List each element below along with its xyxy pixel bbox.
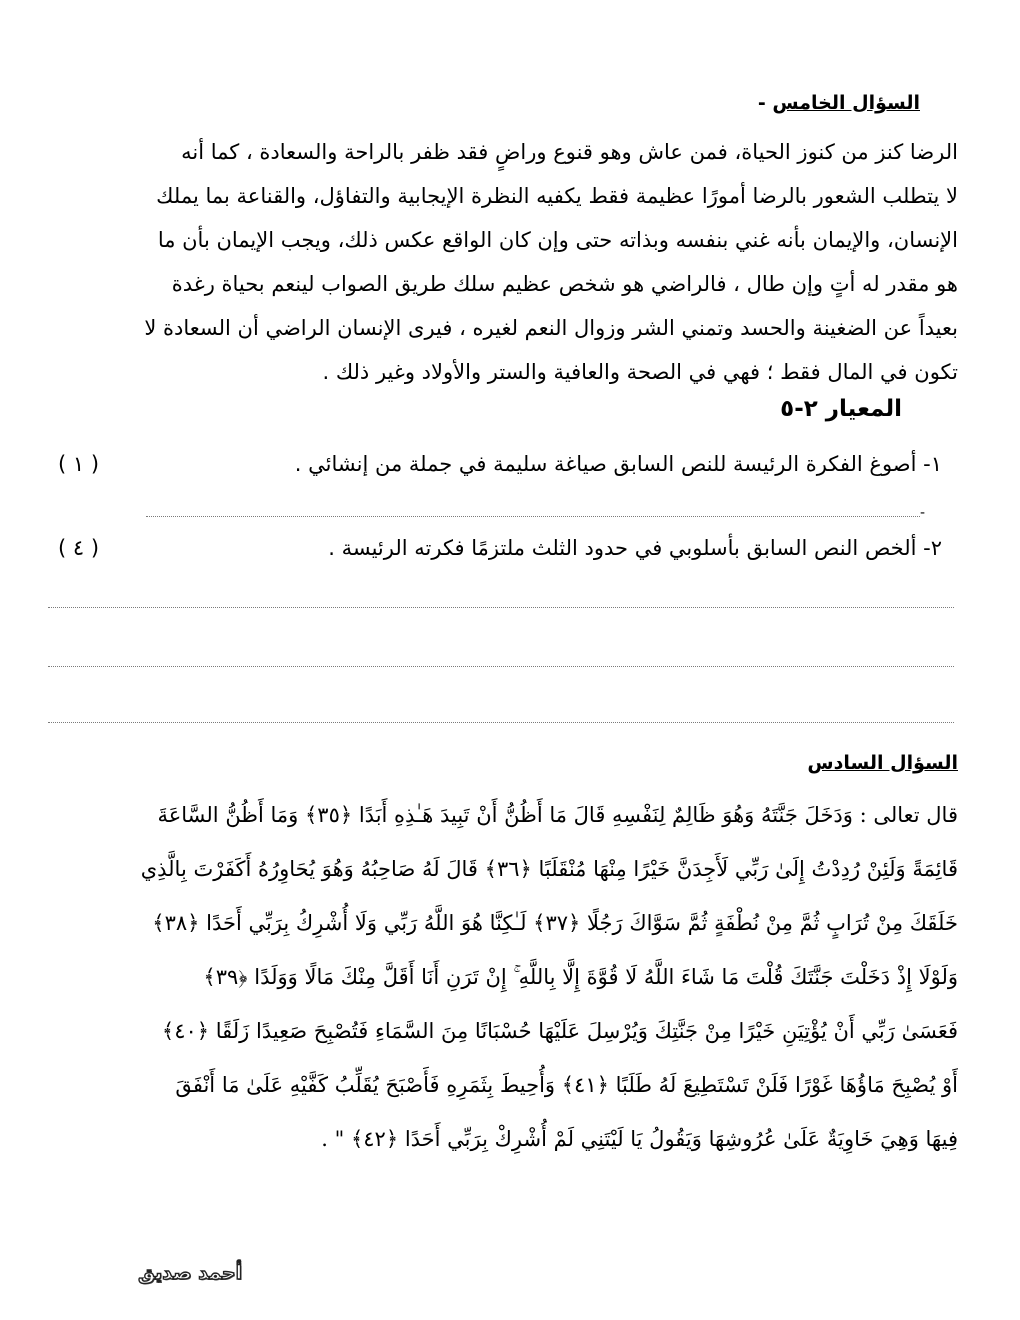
answer-line-3[interactable] (48, 666, 954, 667)
answer-line-1[interactable] (146, 516, 920, 517)
author-signature: أحمد صديق (138, 1262, 243, 1284)
passage-paragraph (44, 130, 958, 394)
passage-line: الإنسان، والإيمان بأنه غني بنفسه وبذاته حتى وإن كان الواقع عكس ذلك، ويجب الإيمان بأن ما (157, 228, 958, 252)
passage-line: هو مقدر له أتٍ وإن طال ، فالراضي هو شخص عظيم سلك طريق الصواب لينعم بحياة رغدة (171, 272, 958, 296)
stray-dash: - (920, 505, 926, 521)
question-item-1: ١- أصوغ الفكرة الرئيسة للنص السابق صياغة سليمة في جملة من إنشائي . (294, 452, 942, 476)
question-5-heading (758, 92, 920, 114)
verse-line: أَوْ يُصْبِحَ مَاؤُهَا غَوْرًا فَلَنْ تَسْتَطِيعَ لَهُ طَلَبًا ﴿٤١﴾ وَأُحِيطَ بِثَمَرِهِ فَأَصْبَحَ يُقَلِّبُ كَفَّيْهِ عَلَىٰ مَا أَنْفَقَ (175, 1073, 958, 1097)
verse-line: قال تعالى : وَدَخَلَ جَنَّتَهُ وَهُوَ ظَالِمٌ لِنَفْسِهِ قَالَ مَا أَظُنُّ أَنْ تَبِيدَ هَـٰذِهِ أَبَدًا ﴿٣٥﴾ وَمَا أَظُنُّ السَّاعَةَ (157, 803, 958, 827)
question-5-title: السؤال الخامس (772, 92, 920, 114)
standard-label: المعيار ٢-٥ (780, 396, 902, 422)
question-item-1-mark: ( ١ ) (58, 452, 100, 476)
passage-line: تكون في المال فقط ؛ فهي في الصحة والعافية والستر والأولاد وغير ذلك . (322, 360, 958, 384)
question-item-2: ٢- ألخص النص السابق بأسلوبي في حدود الثلث ملتزمًا فكرته الرئيسة . (328, 536, 942, 560)
answer-line-2[interactable] (48, 607, 954, 608)
passage-line: بعيداً عن الضغينة والحسد وتمني الشر وزوال النعم لغيره ، فيرى الإنسان الراضي أن السعادة لا (144, 316, 958, 340)
verse-line: قَائِمَةً وَلَئِنْ رُدِدْتُ إِلَىٰ رَبِّي لَأَجِدَنَّ خَيْرًا مِنْهَا مُنْقَلَبًا ﴿٣٦﴾ قَالَ لَهُ صَاحِبُهُ وَهُوَ يُحَاوِرُهُ أَكَفَرْتَ بِالَّذِي (140, 857, 958, 881)
verse-line: فَعَسَىٰ رَبِّي أَنْ يُؤْتِيَنِ خَيْرًا مِنْ جَنَّتِكَ وَيُرْسِلَ عَلَيْهَا حُسْبَانًا مِنَ السَّمَاءِ فَتُصْبِحَ صَعِيدًا زَلَقًا ﴿٤٠﴾ (161, 1019, 958, 1043)
question-6-title: السؤال السادس (807, 752, 958, 774)
question-5-title-dash: - (757, 92, 766, 114)
verse-line: وَلَوْلَا إِذْ دَخَلْتَ جَنَّتَكَ قُلْتَ مَا شَاءَ اللَّهُ لَا قُوَّةَ إِلَّا بِاللَّهِ ۚ إِنْ تَرَنِ أَنَا أَقَلَّ مِنْكَ مَالًا وَوَلَدًا ﴿٣٩﴾ (203, 965, 958, 989)
passage-line: الرضا كنز من كنوز الحياة، فمن عاش وهو قنوع وراضٍ فقد ظفر بالراحة والسعادة ، كما أنه (181, 140, 958, 164)
question-item-2-mark: ( ٤ ) (58, 536, 100, 560)
answer-line-4[interactable] (48, 722, 954, 723)
passage-line: لا يتطلب الشعور بالرضا أمورًا عظيمة فقط يكفيه النظرة الإيجابية والتفاؤل، والقناعة بما يملك (156, 184, 958, 208)
verse-line: فِيهَا وَهِيَ خَاوِيَةٌ عَلَىٰ عُرُوشِهَا وَيَقُولُ يَا لَيْتَنِي لَمْ أُشْرِكْ بِرَبِّي أَحَدًا ﴿٤٢﴾ " . (321, 1127, 958, 1151)
quran-verses (44, 788, 958, 1166)
verse-line: خَلَقَكَ مِنْ تُرَابٍ ثُمَّ مِنْ نُطْفَةٍ ثُمَّ سَوَّاكَ رَجُلًا ﴿٣٧﴾ لَـٰكِنَّا هُوَ اللَّهُ رَبِّي وَلَا أُشْرِكُ بِرَبِّي أَحَدًا ﴿٣٨﴾ (152, 911, 958, 935)
